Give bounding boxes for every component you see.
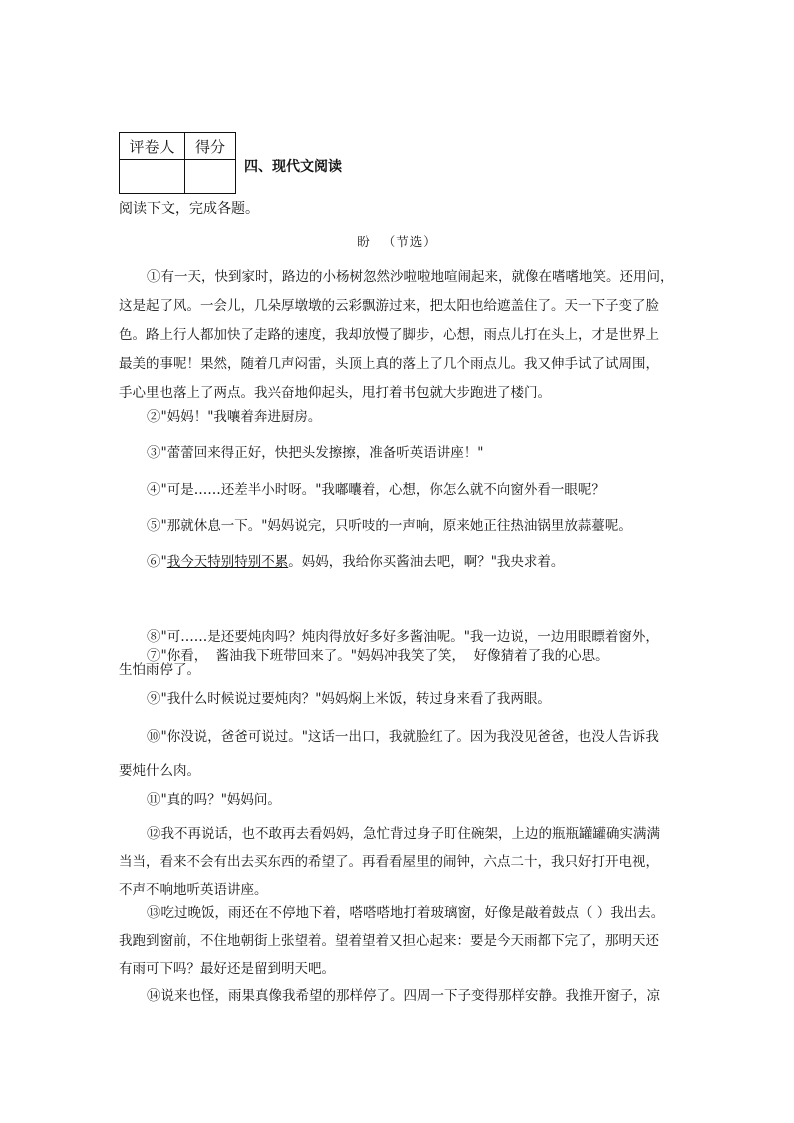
paragraph-number: ① bbox=[147, 269, 161, 285]
paragraph-number: ② bbox=[147, 409, 161, 425]
paragraph-line: 手心里也落上了两点。我兴奋地仰起头，甩打着书包就大步跑进了楼门。 bbox=[119, 385, 551, 401]
paragraph-line: 吃过晚饭，雨还在不停地下着，嗒嗒嗒地打着玻璃窗，好像是敲着鼓点（ ）我出去。 bbox=[160, 905, 665, 921]
paragraph-line: 不声不响地听英语讲座。 bbox=[119, 882, 268, 898]
paragraph-line: 我不再说话，也不敢再去看妈妈，急忙背过身子盯住碗架，上边的瓶瓶罐罐确实满满 bbox=[160, 826, 660, 842]
score-table bbox=[119, 132, 236, 194]
paragraph-number: ⑬ bbox=[147, 905, 161, 921]
paragraph-11 bbox=[119, 786, 675, 815]
paragraph-line: "妈妈！"我嚷着奔进厨房。 bbox=[160, 409, 322, 425]
paragraph-number: ⑧ bbox=[147, 629, 161, 645]
passage-title-sub: （节选） bbox=[382, 234, 437, 249]
paragraph-8 bbox=[119, 621, 675, 687]
paragraph-line: 色。路上行人都加快了走路的速度，我却放慢了脚步，心想，雨点儿打在头上，才是世界上 bbox=[119, 327, 659, 343]
paragraph-line: 这是起了风。一会儿，几朵厚墩墩的云彩飘游过来，把太阳也给遮盖住了。天一下子变了脸 bbox=[119, 298, 659, 314]
paragraph-number: ⑤ bbox=[147, 518, 161, 534]
paragraph-4 bbox=[119, 476, 675, 505]
paragraph-line: 有一天，快到家时，路边的小杨树忽然沙啦啦地喧闹起来，就像在嗜嗜地笑。还用问， bbox=[160, 269, 674, 285]
paragraph-line: 当当，看来不会有出去买东西的希望了。再看看屋里的闹钟，六点二十，我只好打开电视， bbox=[119, 854, 659, 870]
paragraph-line: "蕾蕾回来得正好，快把头发擦擦，准备听英语讲座！" bbox=[160, 445, 484, 461]
paragraph-line: "那就休息一下。"妈妈说完，只听吱的一声响，原来她正往热油锅里放蒜薹呢。 bbox=[160, 518, 632, 534]
paragraph-number: ⑫ bbox=[147, 826, 161, 842]
underlined-phrase: 我今天特别特别不累 bbox=[166, 554, 289, 570]
paragraph-12 bbox=[119, 820, 675, 904]
paragraph-line: "我什么时候说过要炖肉？"妈妈焖上米饭，转过身来看了我两眼。 bbox=[160, 691, 551, 707]
paragraph-line: 要炖什么肉。 bbox=[119, 763, 200, 779]
paragraph-3 bbox=[119, 439, 675, 468]
paragraph-number: ③ bbox=[147, 445, 161, 461]
paragraph-line: "可……是还要炖肉吗？炖肉得放好多好多酱油呢。"我一边说，一边用眼瞟着窗外， bbox=[160, 629, 659, 645]
paragraph-line: 最美的事呢！果然，随着几声闷雷，头顶上真的落上了几个雨点儿。我又伸手试了试周围， bbox=[119, 356, 659, 372]
paragraph-line-pre: " bbox=[160, 554, 167, 570]
paragraph-number: ⑩ bbox=[147, 729, 161, 745]
score-cell[interactable] bbox=[185, 160, 236, 194]
paragraph-5 bbox=[119, 512, 675, 541]
paragraph-line: 我跑到窗前，不住地朝街上张望着。望着望着又担心起来：要是今天雨都下完了，那明天还 bbox=[119, 933, 659, 949]
paragraph-number: ⑪ bbox=[147, 792, 161, 808]
paragraph-number: ⑨ bbox=[147, 691, 161, 707]
paragraph-10 bbox=[119, 720, 675, 788]
section-title: 四、现代文阅读 bbox=[244, 159, 342, 175]
paragraph-line: "你看， 酱油我下班带回来了。"妈妈冲我笑了笑， 好像猜着了我的心思。 bbox=[160, 648, 609, 664]
paragraph-6 bbox=[119, 548, 675, 577]
paragraph-number: ④ bbox=[147, 482, 161, 498]
reviewer-cell[interactable] bbox=[120, 160, 185, 194]
passage-title bbox=[0, 232, 794, 250]
paragraph-line-post: 。妈妈，我给你买酱油去吧，啊？"我央求着。 bbox=[288, 554, 565, 570]
paragraph-line: 说来也怪，雨果真像我希望的那样停了。四周一下子变得那样安静。我推开窗子，凉 bbox=[160, 988, 660, 1004]
passage-title-main: 盼 bbox=[357, 234, 371, 249]
paragraph-line: "可是……还差半小时呀。"我嘟囔着，心想，你怎么就不向窗外看一眼呢？ bbox=[160, 482, 605, 498]
paragraph-line: "真的吗？"妈妈问。 bbox=[160, 792, 281, 808]
paragraph-number: ⑭ bbox=[147, 988, 161, 1004]
paragraph-number: ⑦ bbox=[147, 648, 161, 664]
paragraph-2 bbox=[119, 403, 675, 432]
paragraph-line: "你没说，爸爸可说过。"这话一出口，我就脸红了。因为我没见爸爸，也没人告诉我 bbox=[160, 729, 659, 745]
paragraph-line: 生怕雨停了。 bbox=[119, 662, 200, 678]
paragraph-number: ⑥ bbox=[147, 554, 161, 570]
paragraph-1 bbox=[119, 263, 675, 408]
paragraph-line: 有雨可下吗？最好还是留到明天吧。 bbox=[119, 961, 335, 977]
reviewer-label: 评卷人 bbox=[120, 133, 185, 160]
score-label: 得分 bbox=[185, 133, 236, 160]
paragraph-9 bbox=[119, 685, 675, 714]
paragraph-14 bbox=[119, 982, 675, 1010]
instruction-text: 阅读下文，完成各题。 bbox=[119, 201, 259, 217]
paragraph-13 bbox=[119, 899, 675, 983]
